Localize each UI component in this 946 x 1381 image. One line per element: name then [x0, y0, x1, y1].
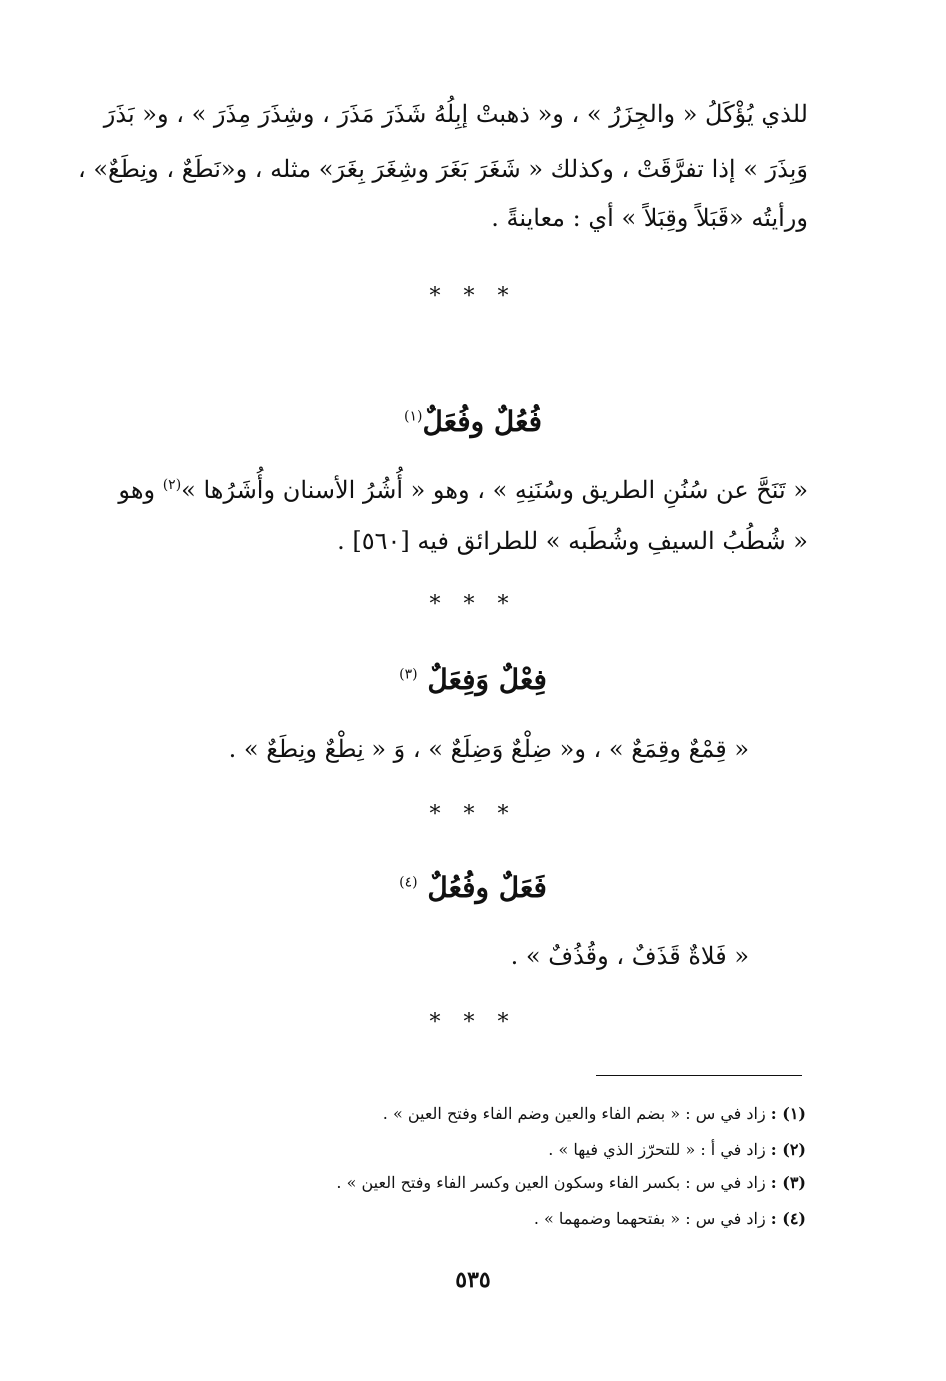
footnote-3-text: زاد في س : بكسر الفاء وسكون العين وكسر الفاء وفتح العين » . — [336, 1173, 766, 1192]
footnote-3-number: (٣) : — [770, 1173, 806, 1192]
section-separator-3: * * * — [429, 802, 517, 827]
section-3-heading-text: فَعَلٌ وفُعُلٌ — [427, 871, 547, 904]
section-2-heading-note: (٣) — [399, 666, 418, 683]
footnote-1-number: (١) : — [770, 1104, 806, 1123]
footnote-2 — [548, 1140, 806, 1159]
section-1-line-1-text: « تَنَحَّ عن سُنُنِ الطريق وسُنَنِهِ » ، وهو « أُشُرُ الأسنان وأُشَرُها » — [181, 476, 808, 504]
footnote-1 — [383, 1104, 806, 1123]
section-2-line-1: « قِمْعٌ وقِمَعٌ » ، و« ضِلْعٌ وَضِلَعٌ » ، وَ « نِطْعٌ ونِطَعٌ » . — [228, 735, 749, 763]
section-2-heading — [0, 663, 946, 697]
paragraph-1-line-2: وَبِذَرَ » إذا تفرَّقَتْ ، وكذلك « شَغَرَ بَغَرَ وشِغَرَ بِغَرَ» مثله ، و«نَطَعٌ ، ونِطَعٌ» ، — [77, 155, 808, 183]
section-separator-2: * * * — [429, 592, 517, 617]
section-3-heading — [0, 871, 946, 905]
footnote-1-text: زاد في س : « بضم الفاء والعين وضم الفاء وفتح العين » . — [382, 1104, 766, 1123]
footnote-2-number: (٢) : — [770, 1140, 806, 1159]
section-3-line-1: « فَلاةٌ قَذَفٌ ، وقُذُفٌ » . — [510, 942, 749, 970]
paragraph-1-line-3: ورأيتُه «قَبَلاً وقِبَلاً » أي : معاينةً . — [491, 204, 808, 232]
footnote-4-text: زاد في س : « بفتحهما وضمهما » . — [533, 1209, 766, 1228]
footnote-2-text: زاد في أ : « للتحرّز الذي فيها » . — [548, 1140, 766, 1159]
section-1-line-1-tail: وهو — [118, 476, 163, 504]
section-1-heading — [0, 405, 946, 439]
section-1-line-note: (٢) — [162, 477, 182, 493]
footnote-3 — [336, 1173, 806, 1192]
section-1-line-1 — [118, 476, 808, 505]
page-number: ٥٣٥ — [455, 1267, 491, 1293]
section-1-line-2: « شُطُبُ السيفِ وشُطَبه » للطرائق فيه [٥٦٠] . — [337, 527, 808, 555]
section-2-heading-text: فِعْلٌ وَفِعَلٌ — [427, 663, 547, 696]
section-separator-1: * * * — [429, 284, 517, 309]
footnote-4 — [534, 1209, 806, 1228]
paragraph-1-line-1: للذي يُؤْكَلُ « والجِزَرُ » ، و« ذهبتْ إبِلُهُ شَذَرَ مَذَرَ ، وشِذَرَ مِذَرَ » ، و« بَذَرَ — [103, 100, 808, 128]
section-1-heading-text: فُعُلٌ وفُعَلٌ — [422, 405, 542, 438]
section-1-heading-note: (١) — [404, 408, 423, 425]
section-3-heading-note: (٤) — [399, 874, 418, 891]
footnote-4-number: (٤) : — [770, 1209, 806, 1228]
footnote-rule — [596, 1075, 802, 1076]
section-separator-4: * * * — [429, 1010, 517, 1035]
